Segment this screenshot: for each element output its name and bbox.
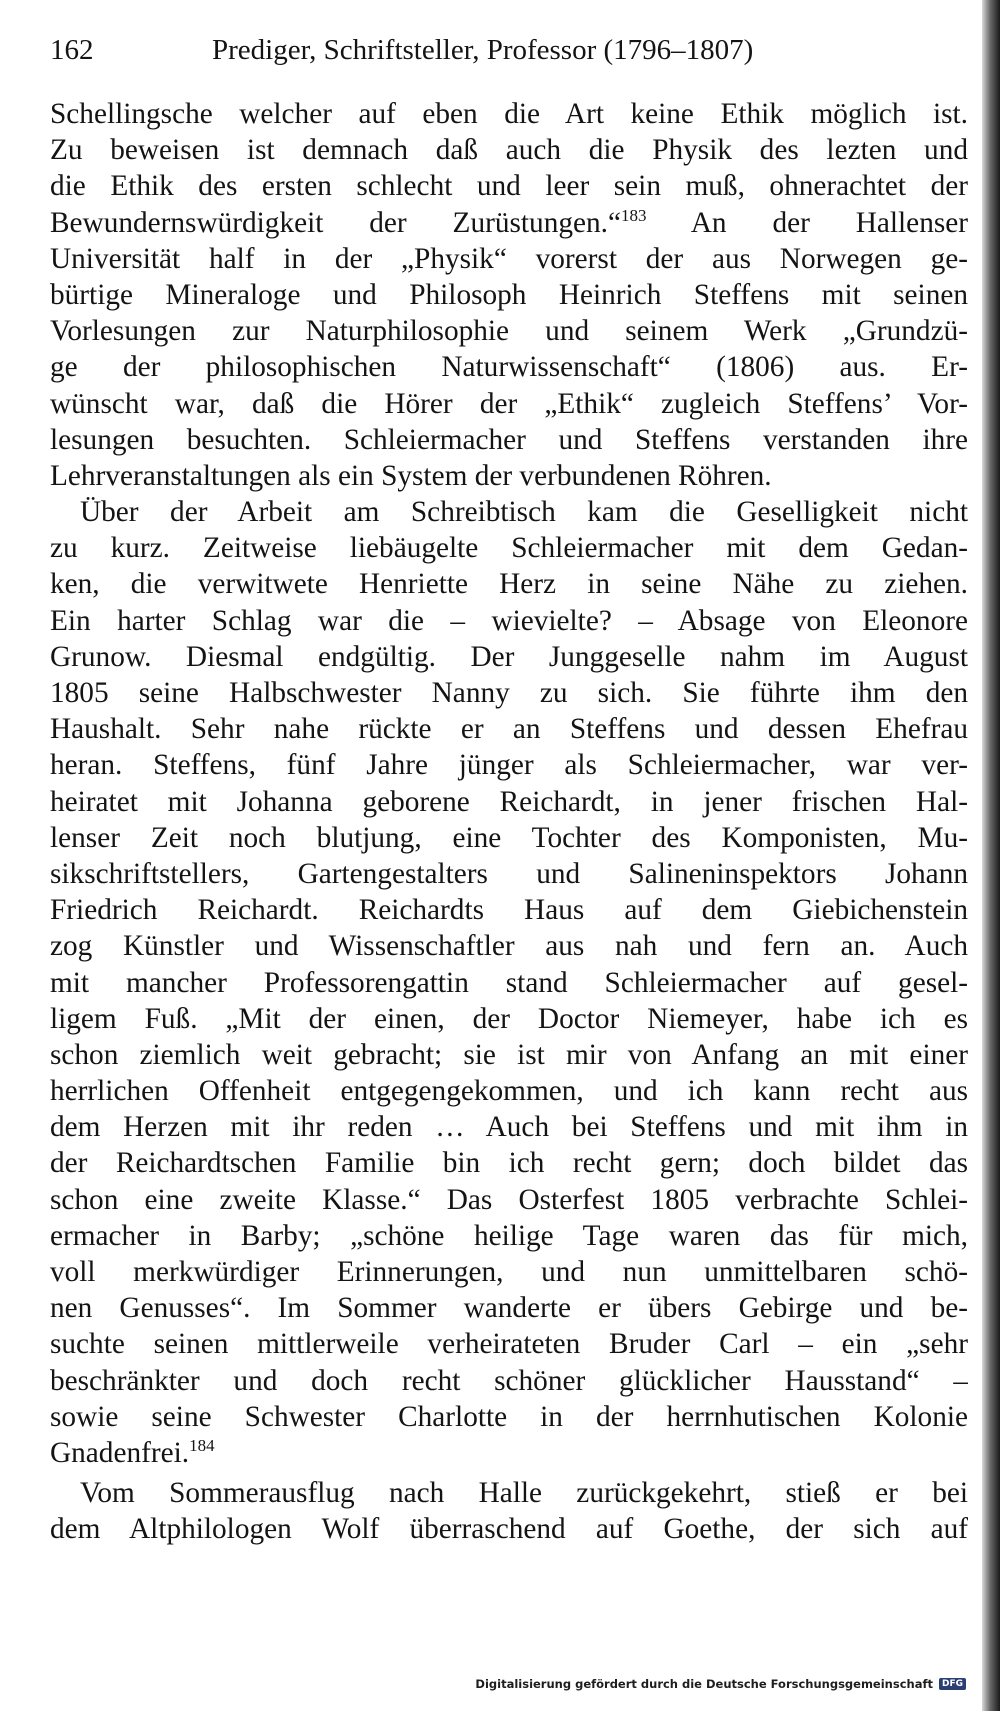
text-line: herrlichen Offenheit entgegengekommen, und ich kann recht aus bbox=[50, 1075, 968, 1108]
text-line: Ein harter Schlag war die – wievielte? – Absage von Eleonore bbox=[50, 604, 968, 637]
text-line: beschränkter und doch recht schöner glücklicher Hausstand“ – bbox=[50, 1364, 968, 1397]
text-line: lenser Zeit noch blutjung, eine Tochter des Komponisten, Mu- bbox=[50, 821, 968, 854]
text-line: der Reichardtschen Familie bin ich recht gern; doch bildet das bbox=[50, 1147, 968, 1180]
footnote-reference: 183 bbox=[620, 205, 647, 225]
text-line: Friedrich Reichardt. Reichardts Haus auf dem Giebichenstein bbox=[50, 894, 968, 927]
text-line: ken, die verwitwete Henriette Herz in seine Nähe zu ziehen. bbox=[50, 568, 968, 601]
text-line: Haushalt. Sehr nahe rückte er an Steffens und dessen Ehefrau bbox=[50, 713, 968, 746]
dfg-logo: DFG bbox=[939, 1678, 966, 1690]
text-line bbox=[50, 205, 968, 241]
text-line: die Ethik des ersten schlecht und leer sein muß, ohnerachtet der bbox=[50, 170, 968, 203]
text-line: voll merkwürdiger Erinnerungen, und nun unmittelbaren schö- bbox=[50, 1256, 968, 1288]
text-line: suchte seinen mittlerweile verheirateten Bruder Carl – ein „sehr bbox=[50, 1328, 968, 1361]
page-number: 162 bbox=[50, 34, 94, 66]
text-line: zog Künstler und Wissenschaftler aus nah und fern an. Auch bbox=[50, 930, 968, 963]
text-line bbox=[50, 1435, 968, 1471]
text-line: schon eine zweite Klasse.“ Das Osterfest 1805 verbrachte Schlei- bbox=[50, 1183, 968, 1216]
text-line: sowie seine Schwester Charlotte in der herrnhutischen Kolonie bbox=[50, 1400, 968, 1433]
text-line: dem Altphilologen Wolf überraschend auf Goethe, der sich auf bbox=[50, 1513, 968, 1546]
page-edge-shadow bbox=[982, 0, 1000, 1711]
text-line: sikschriftstellers, Gartengestalters und Salineninspektors Johann bbox=[50, 857, 968, 890]
text-line: bürtige Mineraloge und Philosoph Heinrich Steffens mit seinen bbox=[50, 278, 968, 311]
text-line: Lehrveranstaltungen als ein System der verbundenen Röhren. bbox=[50, 459, 772, 492]
text-segment: An der Hallenser bbox=[690, 206, 968, 239]
text-line: lesungen besuchten. Schleiermacher und Steffens verstanden ihre bbox=[50, 423, 968, 456]
running-header bbox=[50, 28, 910, 72]
text-line: Schellingsche welcher auf eben die Art keine Ethik möglich ist. bbox=[50, 98, 968, 130]
text-line: schon ziemlich weit gebracht; sie ist mir von Anfang an mit einer bbox=[50, 1038, 968, 1071]
text-segment: Gnadenfrei. bbox=[50, 1436, 190, 1469]
text-line: dem Herzen mit ihr reden … Auch bei Steffens und mit ihm in bbox=[50, 1111, 968, 1144]
text-line: nen Genusses“. Im Sommer wanderte er übers Gebirge und be- bbox=[50, 1292, 968, 1325]
text-line: Zu beweisen ist demnach daß auch die Physik des lezten und bbox=[50, 134, 968, 167]
text-line: wünscht war, daß die Hörer der „Ethik“ zugleich Steffens’ Vor- bbox=[50, 387, 968, 420]
text-line: Grunow. Diesmal endgültig. Der Junggeselle nahm im August bbox=[50, 640, 968, 673]
credit-text: Digitalisierung gefördert durch die Deutsche Forschungsgemeinschaft bbox=[475, 1677, 933, 1691]
text-line: heran. Steffens, fünf Jahre jünger als Schleiermacher, war ver- bbox=[50, 749, 968, 782]
text-line: ge der philosophischen Naturwissenschaft“ (1806) aus. Er- bbox=[50, 351, 968, 384]
footnote-reference: 184 bbox=[189, 1435, 215, 1455]
text-line: ermacher in Barby; „schöne heilige Tage waren das für mich, bbox=[50, 1219, 968, 1252]
running-title: Prediger, Schriftsteller, Professor (1796–1807) bbox=[212, 34, 754, 66]
body-text bbox=[50, 96, 968, 1548]
text-line: 1805 seine Halbschwester Nanny zu sich. Sie führte ihm den bbox=[50, 677, 968, 709]
text-segment: Bewundernswürdigkeit der Zurüstungen.“ bbox=[50, 206, 621, 239]
text-line: Vom Sommerausflug nach Halle zurückgekehrt, stieß er bei bbox=[80, 1477, 968, 1510]
text-line: Universität half in der „Physik“ vorerst der aus Norwegen ge- bbox=[50, 242, 968, 275]
digitization-credit bbox=[475, 1675, 966, 1693]
text-line: Vorlesungen zur Naturphilosophie und seinem Werk „Grundzü- bbox=[50, 315, 968, 348]
text-line: mit mancher Professorengattin stand Schleiermacher auf gesel- bbox=[50, 966, 968, 999]
text-line: Über der Arbeit am Schreibtisch kam die Geselligkeit nicht bbox=[80, 496, 968, 529]
text-line: zu kurz. Zeitweise liebäugelte Schleiermacher mit dem Gedan- bbox=[50, 532, 968, 565]
text-line: heiratet mit Johanna geborene Reichardt, in jener frischen Hal- bbox=[50, 785, 968, 818]
text-line: ligem Fuß. „Mit der einen, der Doctor Niemeyer, habe ich es bbox=[50, 1002, 968, 1035]
